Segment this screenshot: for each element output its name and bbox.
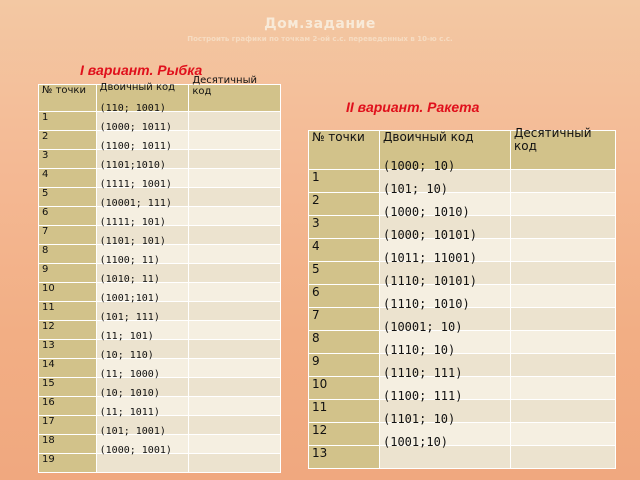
decimal-code-cell[interactable]: [511, 216, 616, 239]
point-number-cell: 12: [39, 321, 97, 340]
decimal-code-cell[interactable]: [511, 423, 616, 446]
decimal-code-cell[interactable]: [189, 169, 281, 188]
binary-code-cell: (1011; 11001): [380, 262, 511, 285]
table-row: [309, 446, 616, 469]
binary-code-cell: (10001; 10): [380, 331, 511, 354]
point-number-cell: 8: [309, 331, 380, 354]
decimal-code-cell[interactable]: [511, 400, 616, 423]
variant1-table: [38, 75, 281, 473]
decimal-code-cell[interactable]: [189, 416, 281, 435]
table-row: [309, 170, 616, 193]
decimal-code-cell[interactable]: [189, 359, 281, 378]
point-number-cell: 10: [309, 377, 380, 400]
decimal-code-cell[interactable]: [511, 446, 616, 469]
point-number-cell: 2: [309, 193, 380, 216]
binary-code-cell: (1100; 11): [96, 264, 189, 283]
binary-code-cell: (1100; 1011): [96, 150, 189, 169]
binary-code-cell: (1110; 10): [380, 354, 511, 377]
variant2-table: [308, 126, 616, 469]
decimal-code-cell[interactable]: [189, 264, 281, 283]
binary-code-cell: (1101; 101): [96, 245, 189, 264]
binary-code-cell: (1100; 111): [380, 400, 511, 423]
point-number-cell: 9: [309, 354, 380, 377]
binary-code-cell: (10; 110): [96, 359, 189, 378]
point-number-cell: 5: [309, 262, 380, 285]
binary-code-cell: (1110; 1010): [380, 308, 511, 331]
decimal-code-cell[interactable]: [189, 112, 281, 131]
point-number-cell: 15: [39, 378, 97, 397]
point-number-cell: 8: [39, 245, 97, 264]
point-number-cell: 3: [309, 216, 380, 239]
variant1-label: I вариант. Рыбка: [80, 62, 203, 78]
table-row: [39, 340, 281, 359]
table-row: [309, 354, 616, 377]
decimal-code-cell[interactable]: [511, 262, 616, 285]
header-binary-code: Двоичный код: [380, 131, 511, 170]
binary-code-cell: (101; 111): [96, 321, 189, 340]
table-row: [309, 331, 616, 354]
point-number-cell: 4: [309, 239, 380, 262]
point-number-cell: 5: [39, 188, 97, 207]
table-row: [309, 308, 616, 331]
binary-code-cell: (10001; 111): [96, 207, 189, 226]
decimal-code-cell[interactable]: [189, 397, 281, 416]
decimal-code-cell[interactable]: [511, 285, 616, 308]
variant2-label: II вариант. Ракета: [346, 99, 480, 115]
point-number-cell: 13: [309, 446, 380, 469]
binary-code-cell: (11; 1000): [96, 378, 189, 397]
table-row: [309, 400, 616, 423]
decimal-code-cell[interactable]: [189, 321, 281, 340]
point-number-cell: 14: [39, 359, 97, 378]
header-point-number: № точки: [39, 85, 97, 112]
point-number-cell: 1: [309, 170, 380, 193]
decimal-code-cell[interactable]: [189, 207, 281, 226]
decimal-code-cell[interactable]: [189, 131, 281, 150]
decimal-code-cell[interactable]: [189, 435, 281, 454]
binary-code-cell: (1000; 1010): [380, 216, 511, 239]
binary-code-cell: (11; 1011): [96, 416, 189, 435]
point-number-cell: 4: [39, 169, 97, 188]
header-binary-code: Двоичный код: [96, 85, 189, 112]
binary-code-cell: (1111; 101): [96, 226, 189, 245]
binary-code-cell: (1101;1010): [96, 169, 189, 188]
point-number-cell: 16: [39, 397, 97, 416]
table-row: [39, 321, 281, 340]
binary-code-cell: (1111; 1001): [96, 188, 189, 207]
point-number-cell: 11: [309, 400, 380, 423]
point-number-cell: 9: [39, 264, 97, 283]
table-row: [309, 423, 616, 446]
decimal-code-cell[interactable]: [189, 150, 281, 169]
decimal-code-cell[interactable]: [189, 188, 281, 207]
binary-code-cell: (1110; 10101): [380, 285, 511, 308]
decimal-code-cell[interactable]: [189, 378, 281, 397]
decimal-code-cell[interactable]: [189, 283, 281, 302]
binary-code-cell: (11; 101): [96, 340, 189, 359]
binary-code-cell: (101; 10): [380, 193, 511, 216]
header-decimal-code: Десятичный код: [511, 131, 616, 170]
decimal-code-cell[interactable]: [511, 354, 616, 377]
point-number-cell: 17: [39, 416, 97, 435]
binary-code-cell: (1001;10): [380, 446, 511, 469]
decimal-code-cell[interactable]: [189, 226, 281, 245]
decimal-code-cell[interactable]: [189, 340, 281, 359]
point-number-cell: 6: [39, 207, 97, 226]
table-row: [39, 454, 281, 473]
point-number-cell: 7: [309, 308, 380, 331]
point-number-cell: 10: [39, 283, 97, 302]
binary-code-cell: (1101; 10): [380, 423, 511, 446]
point-number-cell: 7: [39, 226, 97, 245]
binary-code-cell: (1000; 1001): [96, 454, 189, 473]
binary-code-cell: (1000; 10): [380, 170, 511, 193]
decimal-code-cell[interactable]: [511, 331, 616, 354]
point-number-cell: 18: [39, 435, 97, 454]
decimal-code-cell[interactable]: [511, 308, 616, 331]
point-number-cell: 13: [39, 340, 97, 359]
binary-code-cell: (110; 1001): [96, 112, 189, 131]
table-row: [309, 377, 616, 400]
point-number-cell: 2: [39, 131, 97, 150]
point-number-cell: 12: [309, 423, 380, 446]
point-number-cell: 11: [39, 302, 97, 321]
decimal-code-cell[interactable]: [189, 245, 281, 264]
decimal-code-cell[interactable]: [511, 377, 616, 400]
decimal-code-cell[interactable]: [511, 170, 616, 193]
binary-code-cell: (101; 1001): [96, 435, 189, 454]
header-point-number: № точки: [309, 131, 380, 170]
binary-code-cell: (1000; 10101): [380, 239, 511, 262]
page-title: Дом.задание: [264, 16, 376, 32]
table-header-row: [309, 131, 616, 170]
point-number-cell: 3: [39, 150, 97, 169]
point-number-cell: 6: [309, 285, 380, 308]
decimal-code-cell[interactable]: [511, 239, 616, 262]
point-number-cell: 1: [39, 112, 97, 131]
binary-code-cell: (10; 1010): [96, 397, 189, 416]
header-decimal-code: Десятичный код: [189, 85, 281, 112]
binary-code-cell: (1010; 11): [96, 283, 189, 302]
point-number-cell: 19: [39, 454, 97, 473]
decimal-code-cell[interactable]: [189, 454, 281, 473]
binary-code-cell: (1000; 1011): [96, 131, 189, 150]
decimal-code-cell[interactable]: [189, 302, 281, 321]
decimal-code-cell[interactable]: [511, 193, 616, 216]
page-subtitle: Построить графики по точкам 2-ой с.с. переведенных в 10-ю с.с.: [187, 35, 453, 43]
binary-code-cell: (1001;101): [96, 302, 189, 321]
binary-code-cell: (1110; 111): [380, 377, 511, 400]
